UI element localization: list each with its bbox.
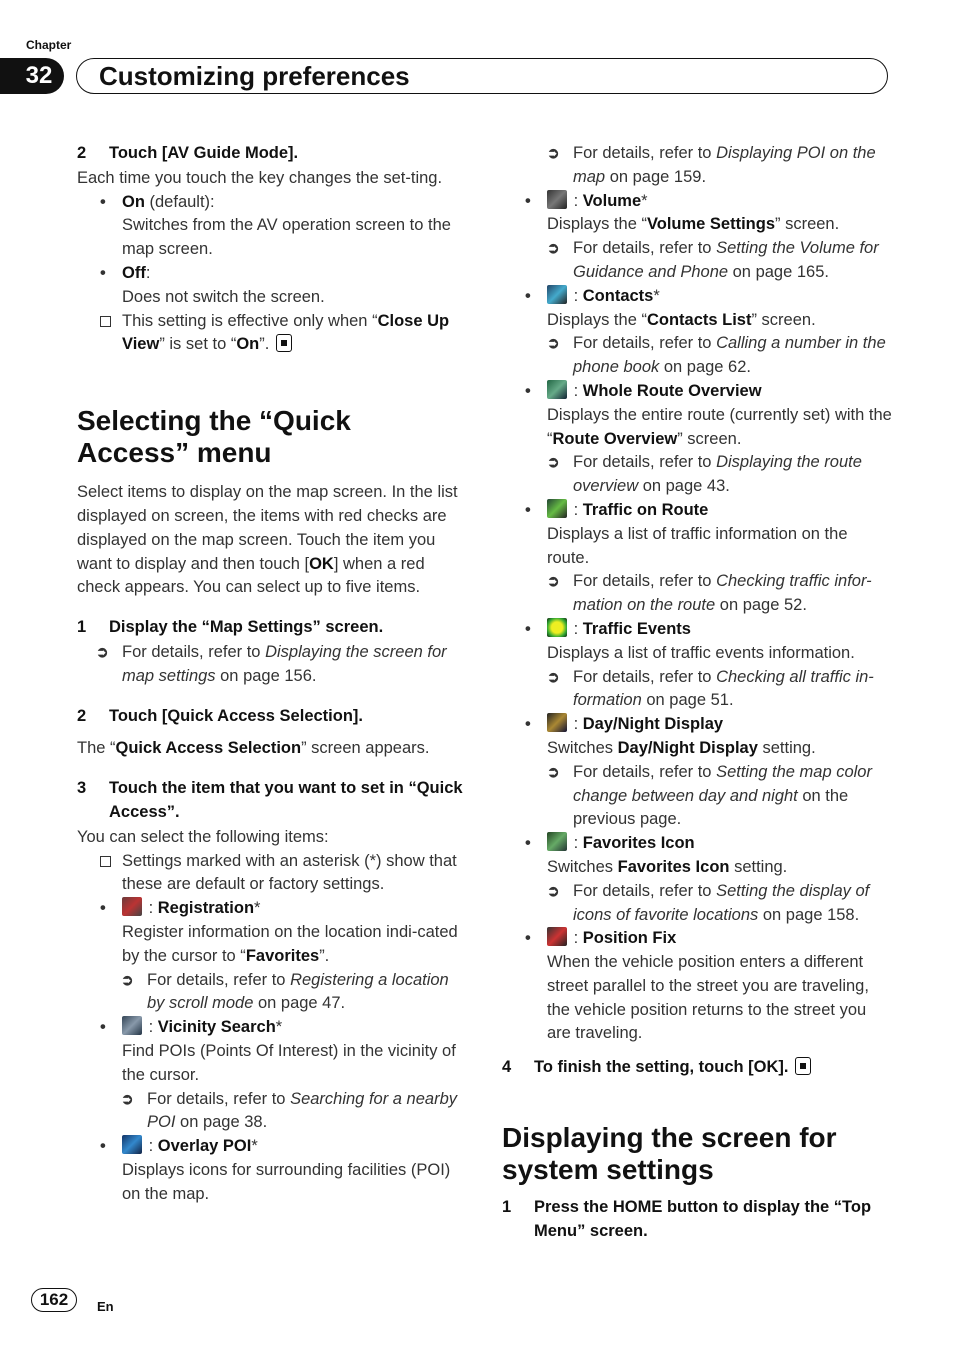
ref-text: For details, refer to (573, 453, 717, 472)
item-suffix: (default): (144, 192, 215, 211)
bullet: • (100, 263, 106, 282)
ref-text: on page 38. (175, 1113, 268, 1132)
text-bold: Route Overview (552, 429, 678, 448)
item-label: Contacts (582, 286, 654, 305)
asterisk: * (653, 286, 660, 305)
step-number: 1 (77, 618, 87, 637)
reference (121, 969, 469, 1017)
ref-link[interactable]: Checking all traffic in-formation (573, 667, 874, 710)
ref-text: For details, refer to (573, 762, 717, 781)
step-touch-item (77, 777, 469, 825)
colon: : (144, 1137, 158, 1156)
arrow-icon: ➲ (547, 573, 560, 591)
item-suffix: : (145, 263, 151, 282)
bullet: • (100, 1018, 106, 1037)
list-item-vicinity-search (100, 1016, 469, 1040)
day-night-icon (547, 713, 567, 732)
arrow-icon: ➲ (547, 882, 560, 900)
arrow-icon: ➲ (547, 240, 560, 258)
ref-link[interactable]: Registering a location by scroll mode (147, 970, 449, 1013)
item-desc (122, 921, 469, 969)
text-bold: Favorites Icon (617, 857, 730, 876)
note-text: Settings marked with an asterisk (*) show that these are default or factory settings. (122, 851, 457, 894)
ref-text: For details, refer to (573, 334, 717, 353)
text: The “ (77, 739, 116, 758)
asterisk: * (275, 1018, 283, 1037)
ref-link[interactable]: Checking traffic infor-mation on the route (573, 572, 872, 615)
bullet: • (525, 191, 531, 210)
item-label: Registration (157, 899, 255, 918)
step-text: Each time you touch the key changes the set-ting. (77, 168, 443, 187)
asterisk: * (251, 1137, 258, 1156)
section-intro (77, 481, 469, 600)
registration-icon (122, 897, 142, 916)
intro-text: Select items to display on the map screen. In the list displayed on screen, the items with red checks are displayed on the map screen. Touch the item you want to display and then touch [ (77, 483, 458, 573)
text: Switches (547, 738, 618, 757)
colon: : (569, 381, 583, 400)
arrow-icon: ➲ (547, 335, 560, 353)
note-text: ” is set to “ (159, 335, 237, 354)
bullet: • (525, 619, 531, 638)
colon: : (569, 929, 583, 948)
bullet: • (525, 286, 531, 305)
section-heading: Displaying the screen for system settings (502, 1122, 837, 1186)
text: Switches (547, 857, 618, 876)
item-desc: Displays a list of traffic information on the route. (547, 524, 848, 567)
step-title: Touch [AV Guide Mode]. (109, 144, 299, 162)
item-desc: When the vehicle position enters a different street parallel to the street you are traveling, the vehicle position returns to the street you are traveling. (547, 953, 869, 1043)
item-desc: Find POIs (Points Of Interest) in the vicinity of the cursor. (122, 1041, 456, 1084)
intro-ok: OK (309, 554, 334, 573)
item-label: Traffic Events (582, 619, 691, 638)
contacts-icon (547, 285, 567, 304)
overlay-poi-icon (122, 1135, 142, 1154)
step-title: Press the HOME button to display the “Top Menu” screen. (534, 1198, 872, 1240)
ref-text: on page 47. (253, 994, 346, 1013)
step-title: Touch the item that you want to set in “Quick Access”. (109, 779, 463, 821)
arrow-icon: ➲ (547, 668, 560, 686)
list-item-day-night (525, 713, 892, 737)
reference (547, 570, 892, 618)
text-bold: Contacts List (646, 310, 752, 329)
checkbox-icon (100, 856, 111, 867)
reference (96, 641, 469, 689)
ref-text: For details, refer to (147, 970, 291, 989)
step-quick-access-selection (77, 705, 469, 729)
item-desc: Displays a list of traffic events information. (547, 643, 855, 662)
step-number: 2 (77, 706, 87, 725)
ref-link[interactable]: Searching for a nearby POI (147, 1089, 457, 1132)
list-item-overlay-poi (100, 1135, 469, 1159)
ref-text: on page 52. (715, 596, 807, 615)
bullet: • (525, 381, 531, 400)
item-desc: Displays icons for surrounding facilities (POI) on the map. (122, 1160, 451, 1203)
ref-text: For details, refer to (573, 239, 717, 258)
item-desc (547, 213, 892, 237)
reference (547, 666, 892, 714)
text: Displays the “ (547, 215, 647, 234)
note-asterisk (122, 850, 469, 898)
text: Displays the entire route (currently set) with the “ (547, 405, 892, 448)
list-item-favorites-icon (525, 832, 892, 856)
item-label: Traffic on Route (582, 500, 709, 519)
step-text: You can select the following items: (77, 827, 329, 846)
step-title: Display the “Map Settings” screen. (109, 618, 384, 637)
ref-text: For details, refer to (147, 1089, 291, 1108)
ref-text: on page 158. (758, 905, 860, 924)
ref-text: For details, refer to (573, 144, 717, 162)
text: ” screen. (751, 310, 816, 329)
arrow-icon: ➲ (547, 763, 560, 781)
item-label: Volume (582, 191, 642, 210)
note-text: ”. (259, 335, 270, 354)
list-item-registration (100, 897, 469, 921)
list-item-position-fix (525, 927, 892, 951)
step-title: Touch [Quick Access Selection]. (109, 706, 363, 725)
bullet: • (525, 929, 531, 948)
reference (547, 332, 892, 380)
colon: : (144, 1018, 158, 1037)
left-column (77, 142, 469, 1206)
text: Register information on the location indi-cated by the cursor to “ (122, 922, 458, 965)
ref-link[interactable]: Setting the Volume for Guidance and Phone (573, 239, 879, 281)
step-display-map-settings (77, 616, 469, 640)
ref-link[interactable]: Setting the map color change between day and night (573, 762, 872, 805)
intro-text: ] when a red check appears. You can select up to five items. (77, 554, 425, 597)
list-item-on (100, 191, 469, 215)
bullet: • (100, 192, 106, 211)
text: setting. (729, 857, 788, 876)
item-label: Vicinity Search (157, 1018, 276, 1037)
item-desc: Switches from the AV operation screen to the map screen. (122, 216, 451, 259)
bullet: • (100, 1137, 106, 1156)
item-label: Overlay POI (157, 1137, 252, 1156)
arrow-icon: ➲ (547, 454, 560, 472)
text: ” screen. (677, 429, 742, 448)
end-mark-icon (276, 334, 292, 352)
list-item-whole-route-overview (525, 380, 892, 404)
reference (547, 451, 892, 499)
colon: : (569, 619, 583, 638)
chapter-title-text: Customizing preferences (99, 60, 410, 91)
chapter-title (76, 58, 888, 94)
colon: : (569, 834, 583, 853)
bullet: • (525, 834, 531, 853)
vicinity-search-icon (122, 1016, 142, 1035)
list-item-traffic-on-route (525, 499, 892, 523)
ref-text: For details, refer to (573, 881, 717, 900)
item-desc: Does not switch the screen. (122, 287, 325, 306)
ref-link[interactable]: Displaying the screen for map settings (122, 642, 447, 685)
reference (121, 1088, 469, 1136)
item-desc (547, 309, 892, 333)
position-fix-icon (547, 927, 567, 946)
page-number: 162 (31, 1288, 77, 1312)
ref-link[interactable]: Displaying POI on the map (573, 144, 876, 186)
reference (547, 880, 892, 928)
step-number: 2 (77, 144, 87, 162)
item-label: Whole Route Overview (582, 381, 762, 400)
item-label: Day/Night Display (582, 715, 724, 734)
arrow-icon: ➲ (121, 971, 134, 989)
text: ” screen appears. (301, 739, 430, 758)
bullet: • (525, 500, 531, 519)
colon: : (144, 899, 158, 918)
asterisk: * (641, 191, 648, 210)
traffic-on-route-icon (547, 499, 567, 518)
text-bold: Quick Access Selection (115, 739, 302, 758)
text-bold: Day/Night Display (617, 738, 758, 757)
language-label: En (97, 1299, 114, 1314)
step-finish (502, 1056, 892, 1080)
chapter-number: 32 (0, 58, 64, 94)
text: Displays the “ (547, 310, 647, 329)
ref-text: on page 51. (641, 691, 734, 710)
ref-link[interactable]: Displaying the route overview (573, 453, 862, 496)
colon: : (569, 286, 583, 305)
checkbox-icon (100, 316, 111, 327)
item-label: On (122, 192, 145, 211)
right-column (502, 142, 892, 1245)
favorites-icon (547, 832, 567, 851)
bullet: • (525, 715, 531, 734)
ref-text: on page 165. (728, 262, 829, 281)
ref-text: on the previous page. (573, 786, 849, 829)
step-av-guide (77, 142, 469, 166)
text-bold: Favorites (245, 946, 320, 965)
note-text: This setting is effective only when “ (122, 311, 378, 330)
list-item-off (100, 262, 469, 286)
asterisk: * (254, 899, 261, 918)
note-close-up (122, 310, 469, 358)
item-desc (547, 737, 892, 761)
bullet: • (100, 899, 106, 918)
item-desc (547, 856, 892, 880)
traffic-events-icon (547, 618, 567, 637)
reference (547, 237, 892, 285)
item-desc (547, 404, 892, 452)
chapter-label: Chapter (26, 38, 72, 52)
item-label: Off (122, 263, 146, 282)
step-press-home (502, 1196, 892, 1244)
step-number: 1 (502, 1198, 512, 1217)
text-bold: Volume Settings (646, 215, 775, 234)
arrow-icon: ➲ (96, 643, 109, 661)
item-label: Position Fix (582, 929, 677, 948)
list-item-volume (525, 190, 892, 214)
reference (547, 761, 892, 832)
reference (547, 142, 892, 190)
end-mark-icon (795, 1057, 811, 1075)
colon: : (569, 191, 583, 210)
step-number: 3 (77, 779, 87, 798)
list-item-traffic-events (525, 618, 892, 642)
step-text (77, 737, 469, 761)
ref-text: For details, refer to (573, 572, 717, 591)
ref-text: For details, refer to (573, 667, 717, 686)
colon: : (569, 500, 583, 519)
colon: : (569, 715, 583, 734)
ref-link[interactable]: Setting the display of icons of favorite locations (573, 881, 870, 924)
text: ”. (319, 946, 330, 965)
ref-text: on page 43. (638, 477, 730, 496)
ref-text: on page 156. (215, 666, 317, 685)
note-bold: On (236, 335, 260, 354)
ref-text: on page 159. (605, 167, 707, 186)
list-item-contacts (525, 285, 892, 309)
section-heading: Selecting the “Quick Access” menu (77, 405, 351, 469)
step-title: To finish the setting, touch [OK]. (534, 1058, 789, 1077)
whole-route-overview-icon (547, 380, 567, 399)
item-label: Favorites Icon (582, 834, 695, 853)
arrow-icon: ➲ (547, 145, 560, 162)
text: ” screen. (775, 215, 840, 234)
step-number: 4 (502, 1058, 512, 1077)
text: setting. (757, 738, 816, 757)
ref-text: For details, refer to (122, 642, 266, 661)
volume-icon (547, 190, 567, 209)
arrow-icon: ➲ (121, 1090, 134, 1108)
ref-link[interactable]: Calling a number in the phone book (573, 334, 886, 377)
note-bold: Close Up View (122, 311, 450, 354)
ref-text: on page 62. (659, 358, 751, 377)
